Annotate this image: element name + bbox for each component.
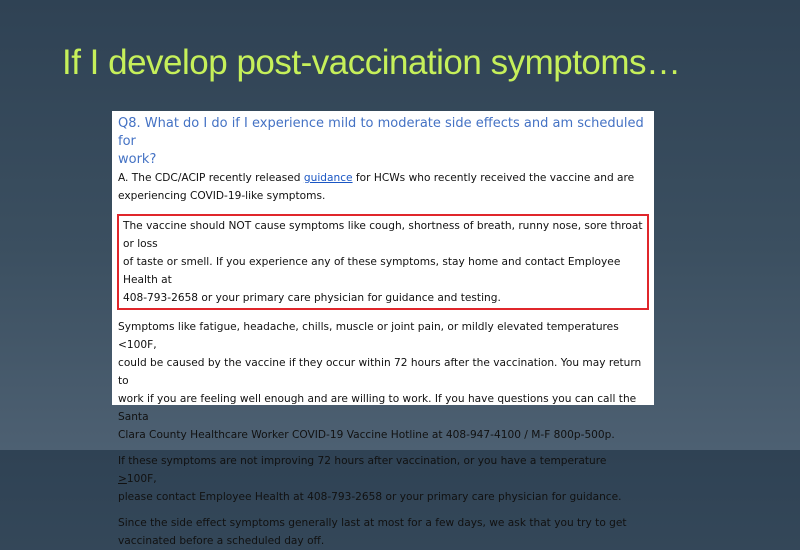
guidance-link[interactable]: guidance <box>303 172 353 184</box>
not-improving-suffix: 100F, please contact Employee Health at 408-793-2658 or your primary care physician for guidance. <box>118 473 622 503</box>
highlight-box <box>117 214 649 310</box>
answer-suffix: for HCWs who recently received the vaccine and are experiencing COVID-19-like symptoms. <box>118 172 635 202</box>
faq-document-panel <box>112 111 654 547</box>
schedule-advice-paragraph: Since the side effect symptoms generally last at most for a few days, we ask that you try to get vaccinated before a scheduled day off. <box>118 517 627 547</box>
faq-question: Q8. What do I do if I experience mild to moderate side effects and am scheduled for work? <box>118 116 644 167</box>
answer-prefix: A. The CDC/ACIP recently released <box>118 172 304 184</box>
not-improving-paragraph <box>118 452 648 506</box>
symptoms-paragraph: Symptoms like fatigue, headache, chills, muscle or joint pain, or mildly elevated temperatures <100F, could be caused by the vaccine if they occur within 72 hours after the vaccination. You may return to work if you are feeling well enough and are willing to work. If you have questions you can call the Santa Clara County Healthcare Worker COVID-19 Vaccine Hotline at 408-947-4100 / M-F 800p-500p. <box>118 321 642 441</box>
highlighted-paragraph: The vaccine should NOT cause symptoms like cough, shortness of breath, runny nose, sore throat or loss of taste or smell. If you experience any of these symptoms, stay home and contact Employee Health at 408-793-2658 or your primary care physician for guidance and testing. <box>123 220 643 304</box>
not-improving-prefix: If these symptoms are not improving 72 hours after vaccination, or you have a temperature <box>118 455 607 467</box>
greater-equal-symbol: > <box>118 473 127 485</box>
faq-answer-intro <box>118 169 648 205</box>
slide-title: If I develop post-vaccination symptoms… <box>62 43 681 82</box>
